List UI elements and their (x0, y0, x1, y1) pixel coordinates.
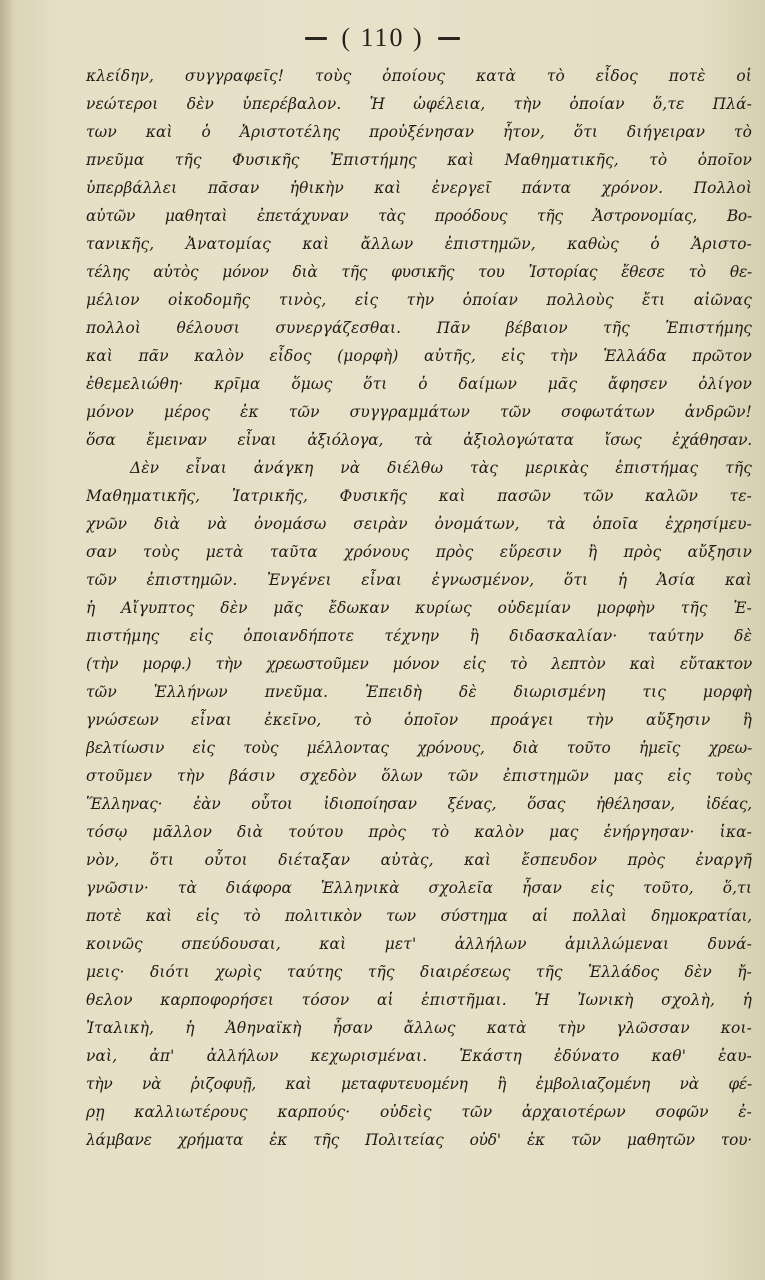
right-dash-ornament (438, 37, 460, 40)
text-line: πολλοὶ θέλουσι συνεργάζεσθαι. Πᾶν βέβαιον τῆς Ἐπιστήμης (86, 319, 752, 337)
text-line: Ἰταλικὴ, ἡ Ἀθηναϊκὴ ἦσαν ἄλλως κατὰ τὴν γλῶσσαν κοι- (86, 1019, 752, 1037)
text-line: τανικῆς, Ἀνατομίας καὶ ἄλλων ἐπιστημῶν, καθὼς ὁ Ἀριστο- (86, 235, 752, 253)
text-line: χνῶν διὰ νὰ ὀνομάσω σειρὰν ὀνομάτων, τὰ ὁποῖα ἐχρησίμευ- (86, 515, 752, 533)
text-line: Δὲν εἶναι ἀνάγκη νὰ διέλθω τὰς μερικὰς ἐπιστήμας τῆς (130, 459, 752, 477)
left-dash-ornament (305, 37, 327, 40)
text-line: ρῃ καλλιωτέρους καρπούς· οὐδεὶς τῶν ἀρχαιοτέρων σοφῶν ἐ- (86, 1103, 752, 1121)
text-line: Ἕλληνας· ἐὰν οὗτοι ἰδιοποίησαν ξένας, ὅσας ἠθέλησαν, ἰδέας, (86, 795, 752, 813)
text-line: ποτὲ καὶ εἰς τὸ πολιτικὸν των σύστημα αἱ πολλαὶ δημοκρατίαι, (86, 907, 752, 925)
text-line: κοινῶς σπεύδουσαι, καὶ μετ' ἀλλήλων ἁμιλλώμεναι δυνά- (86, 935, 752, 953)
text-line: ὅσα ἔμειναν εἶναι ἀξιόλογα, τὰ ἀξιολογώτατα ἴσως ἐχάθησαν. (86, 431, 752, 449)
text-line: γνῶσιν· τὰ διάφορα Ἑλληνικὰ σχολεῖα ἦσαν εἰς τοῦτο, ὅ,τι (86, 879, 752, 897)
text-line: καὶ πᾶν καλὸν εἶδος (μορφὴ) αὐτῆς, εἰς τὴν Ἑλλάδα πρῶτον (86, 347, 752, 365)
page-number: ( 110 ) (341, 23, 424, 52)
text-line: μόνον μέρος ἐκ τῶν συγγραμμάτων τῶν σοφωτάτων ἀνδρῶν! (86, 403, 752, 421)
text-line: στοῦμεν τὴν βάσιν σχεδὸν ὅλων τῶν ἐπιστημῶν μας εἰς τοὺς (86, 767, 752, 785)
text-line: ναὶ, ἀπ' ἀλλήλων κεχωρισμέναι. Ἑκάστη ἐδύνατο καθ' ἑαυ- (86, 1047, 752, 1065)
text-line: σαν τοὺς μετὰ ταῦτα χρόνους πρὸς εὕρεσιν ἢ πρὸς αὔξησιν (86, 543, 752, 561)
text-line: μεις· διότι χωρὶς ταύτης τῆς διαιρέσεως τῆς Ἑλλάδος δὲν ἤ- (86, 963, 752, 981)
text-line: πιστήμης εἰς ὁποιανδήποτε τέχνην ἢ διδασκαλίαν· ταύτην δὲ (86, 627, 752, 645)
text-line: τέλης αὐτὸς μόνον διὰ τῆς φυσικῆς του Ἱστορίας ἔθεσε τὸ θε- (86, 263, 752, 281)
page-header (0, 18, 765, 58)
text-line: τῶν Ἑλλήνων πνεῦμα. Ἐπειδὴ δὲ διωρισμένη τις μορφὴ (86, 683, 752, 701)
text-line: ὑπερβάλλει πᾶσαν ἠθικὴν καὶ ἐνεργεῖ πάντα χρόνον. Πολλοὶ (86, 179, 752, 197)
text-line: νεώτεροι δὲν ὑπερέβαλον. Ἡ ὠφέλεια, τὴν ὁποίαν ὅ,τε Πλά- (86, 95, 752, 113)
text-line: αὐτῶν μαθηταὶ ἐπετάχυναν τὰς προόδους τῆς Ἀστρονομίας, Βο- (86, 207, 752, 225)
text-line: νὸν, ὅτι οὗτοι διέταξαν αὐτὰς, καὶ ἔσπευδον πρὸς ἐναργῆ (86, 851, 752, 869)
text-line: ἐθεμελιώθη· κρῖμα ὅμως ὅτι ὁ δαίμων μᾶς ἄφησεν ὀλίγον (86, 375, 752, 393)
body-text (86, 62, 752, 1154)
text-line: θελον καρποφορήσει τόσον αἱ ἐπιστῆμαι. Ἡ Ἰωνικὴ σχολὴ, ἡ (86, 991, 752, 1009)
text-line: λάμβανε χρήματα ἐκ τῆς Πολιτείας οὐδ' ἐκ τῶν μαθητῶν του· (86, 1131, 752, 1149)
text-line: πνεῦμα τῆς Φυσικῆς Ἐπιστήμης καὶ Μαθηματικῆς, τὸ ὁποῖον (86, 151, 752, 169)
text-line: τόσῳ μᾶλλον διὰ τούτου πρὸς τὸ καλὸν μας ἐνήργησαν· ἱκα- (86, 823, 752, 841)
text-line: ἡ Αἴγυπτος δὲν μᾶς ἔδωκαν κυρίως οὐδεμίαν μορφὴν τῆς Ἐ- (86, 599, 752, 617)
text-line: βελτίωσιν εἰς τοὺς μέλλοντας χρόνους, διὰ τοῦτο ἡμεῖς χρεω- (86, 739, 752, 757)
text-line: τὴν νὰ ῥιζοφυῇ, καὶ μεταφυτευομένη ἢ ἐμβολιαζομένη νὰ φέ- (86, 1075, 752, 1093)
text-line: μέλιον οἰκοδομῆς τινὸς, εἰς τὴν ὁποίαν πολλοὺς ἔτι αἰῶνας (86, 291, 752, 309)
text-line: (τὴν μορφ.) τὴν χρεωστοῦμεν μόνον εἰς τὸ λεπτὸν καὶ εὔτακτον (86, 655, 752, 673)
text-line: Μαθηματικῆς, Ἰατρικῆς, Φυσικῆς καὶ πασῶν τῶν καλῶν τε- (86, 487, 752, 505)
text-line: γνώσεων εἶναι ἐκεῖνο, τὸ ὁποῖον προάγει τὴν αὔξησιν ἢ (86, 711, 752, 729)
text-line: κλείδην, συγγραφεῖς! τοὺς ὁποίους κατὰ τὸ εἶδος ποτὲ οἱ (86, 67, 752, 85)
text-line: τῶν ἐπιστημῶν. Ἐνγένει εἶναι ἐγνωσμένον, ὅτι ἡ Ἀσία καὶ (86, 571, 752, 589)
text-line: των καὶ ὁ Ἀριστοτέλης προὐξένησαν ἦτον, ὅτι διήγειραν τὸ (86, 123, 752, 141)
